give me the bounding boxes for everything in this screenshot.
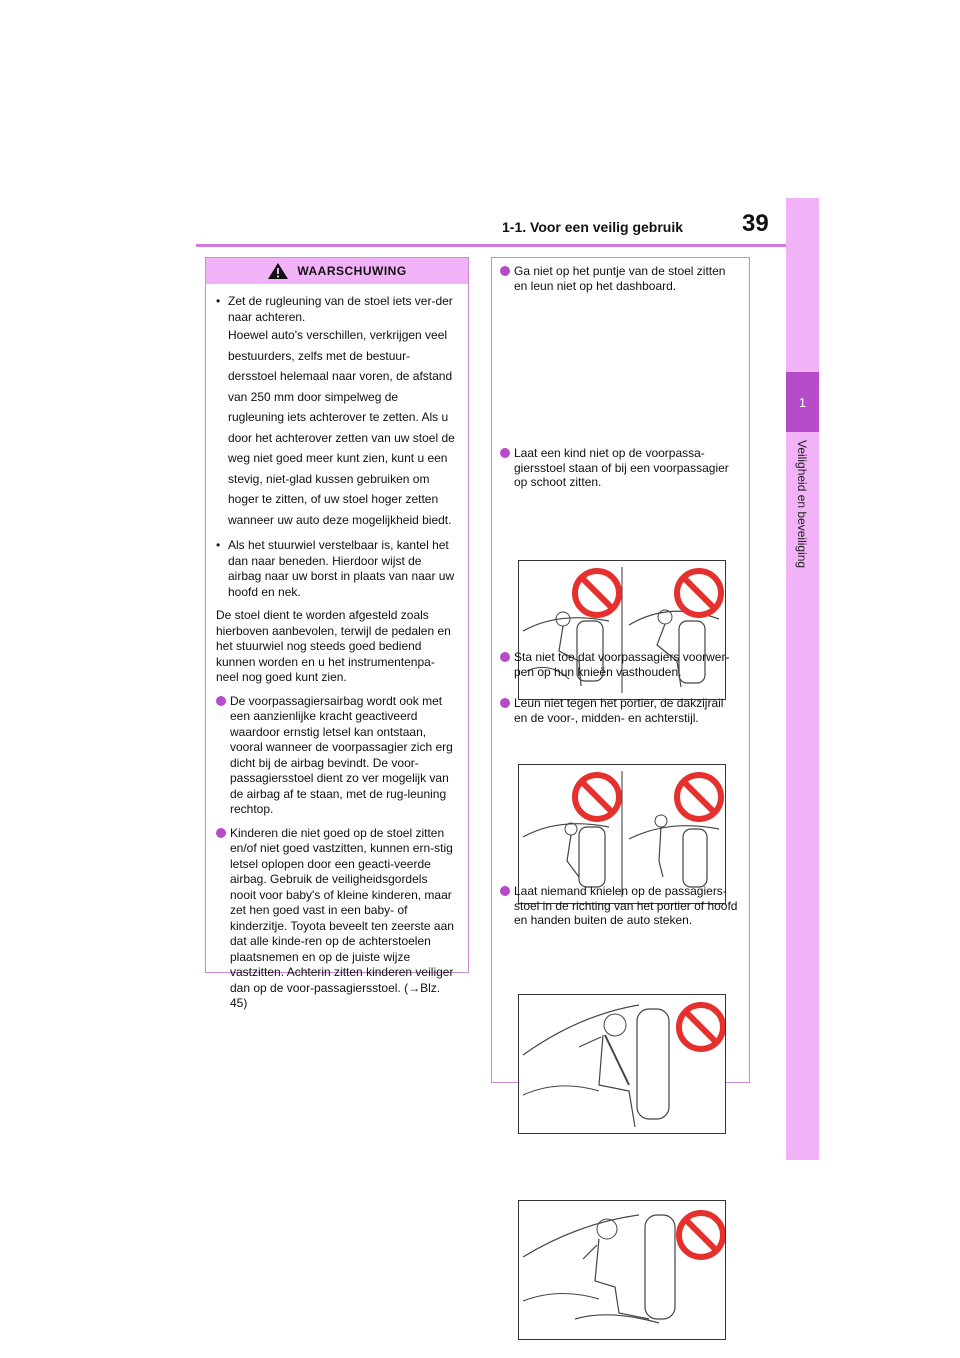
circle-bullet-icon <box>500 652 510 662</box>
warning-bullet-lead: Zet de rugleuning van de stoel iets ver-der naar achteren. <box>228 294 453 324</box>
chapter-title: Veiligheid en beveiliging <box>795 440 809 569</box>
warning-circle-text: Kinderen die niet goed op de stoel zitten en/of niet goed vastzitten, kunnen ern-stig letsel oplopen door een geacti-veerde airbag. Gebruik de veiligheidsgordels nooit voor baby's of kleine kinderen, maar zet hen goed vast in een baby- of kinderzitje. Toyota beveelt ten zeerste aan dat alle kinde-ren op de achterstoelen plaatsnemen en op de juiste wijze vastzitten. Achterin zitten kinderen veiliger dan op de voor-passagiersstoel. (→Blz. 45) <box>230 825 454 1010</box>
bullet-mark: • <box>216 294 221 308</box>
right-item <box>500 650 740 679</box>
circle-bullet-icon <box>216 828 226 838</box>
warning-title: WAARSCHUWING <box>297 264 407 278</box>
right-item <box>500 884 740 928</box>
page-number: 39 <box>742 210 769 237</box>
right-item-text: Ga niet op het puntje van de stoel zitten en leun niet op het dashboard. <box>514 264 726 293</box>
illustration-child-on-seat <box>518 764 726 904</box>
circle-bullet-icon <box>500 448 510 458</box>
warning-circle-item <box>216 826 456 1012</box>
circle-bullet-icon <box>216 696 226 706</box>
right-item-text: Laat niemand knielen op de passagiers-stoel in de richting van het portier of hoofd en handen buiten de auto steken. <box>514 884 738 927</box>
right-item <box>500 446 740 490</box>
circle-bullet-icon <box>500 266 510 276</box>
warning-header <box>206 258 468 284</box>
right-column-box <box>491 257 750 1083</box>
warning-bullet-text: Als het stuurwiel verstelbaar is, kantel het dan naar beneden. Hierdoor wijst de airbag naar uw borst in plaats van naar uw hoofd en nek. <box>228 538 455 599</box>
illustration-leaning-door <box>518 994 726 1134</box>
right-item <box>500 696 740 725</box>
warning-bullet-body: Hoewel auto's verschillen, verkrijgen veel bestuurders, zelfs met de bestuur-dersstoel helemaal naar voren, de afstand van 250 mm door simpelweg de rugleuning iets achterover te zetten. Als u door het achterover zetten van uw stoel de weg niet goed meer kunt zien, kunt u een stevig, niet-glad kussen gebruiken om hoger te zitten, of uw stoel hoger zetten wanneer uw auto deze mogelijkheid biedt. <box>228 328 455 527</box>
bullet-mark: • <box>216 538 221 552</box>
illustration-leaning-dashboard <box>518 560 726 700</box>
chapter-number: 1 <box>786 372 819 432</box>
circle-bullet-icon <box>500 886 510 896</box>
car-seat-illustration <box>519 1201 725 1339</box>
warning-circle-item <box>216 694 456 818</box>
right-item-text: Sta niet toe dat voorpassagiers voorwer-pen op hun knieën vasthouden. <box>514 650 730 679</box>
warning-bullet <box>216 538 456 600</box>
warning-bullet <box>216 294 456 530</box>
car-seat-illustration <box>519 765 725 903</box>
car-seat-illustration <box>519 995 725 1133</box>
warning-circle-text: De voorpassagiersairbag wordt ook met een aanzienlijke kracht geactiveerd waardoor ernstig letsel kan ontstaan, vooral wanneer de voorpassagier zich erg dicht bij de airbag bevindt. De voor-passagiersstoel dient zo ver mogelijk van de airbag af te staan, met de rug-leuning rechtop. <box>230 693 453 816</box>
illustration-kneeling-on-seat <box>518 1200 726 1340</box>
warning-triangle-icon <box>267 262 289 280</box>
circle-bullet-icon <box>500 698 510 708</box>
header-rule <box>196 244 786 247</box>
warning-body <box>206 284 468 1012</box>
warning-paragraph: De stoel dient te worden afgesteld zoals hierboven aanbevolen, terwijl de pedalen en het stuurwiel nog steeds goed bediend kunnen worden en u het instrumentenpa-neel nog goed kunt zien. <box>216 608 451 684</box>
right-item <box>500 264 740 293</box>
section-title: 1-1. Voor een veilig gebruik <box>502 219 684 235</box>
right-item-text: Laat een kind niet op de voorpassa-giersstoel staan of bij een voorpassagier op schoot zitten. <box>514 446 729 489</box>
right-item-text: Leun niet tegen het portier, de dakzijrail en de voor-, midden- en achterstijl. <box>514 696 724 725</box>
warning-box <box>205 257 469 1010</box>
